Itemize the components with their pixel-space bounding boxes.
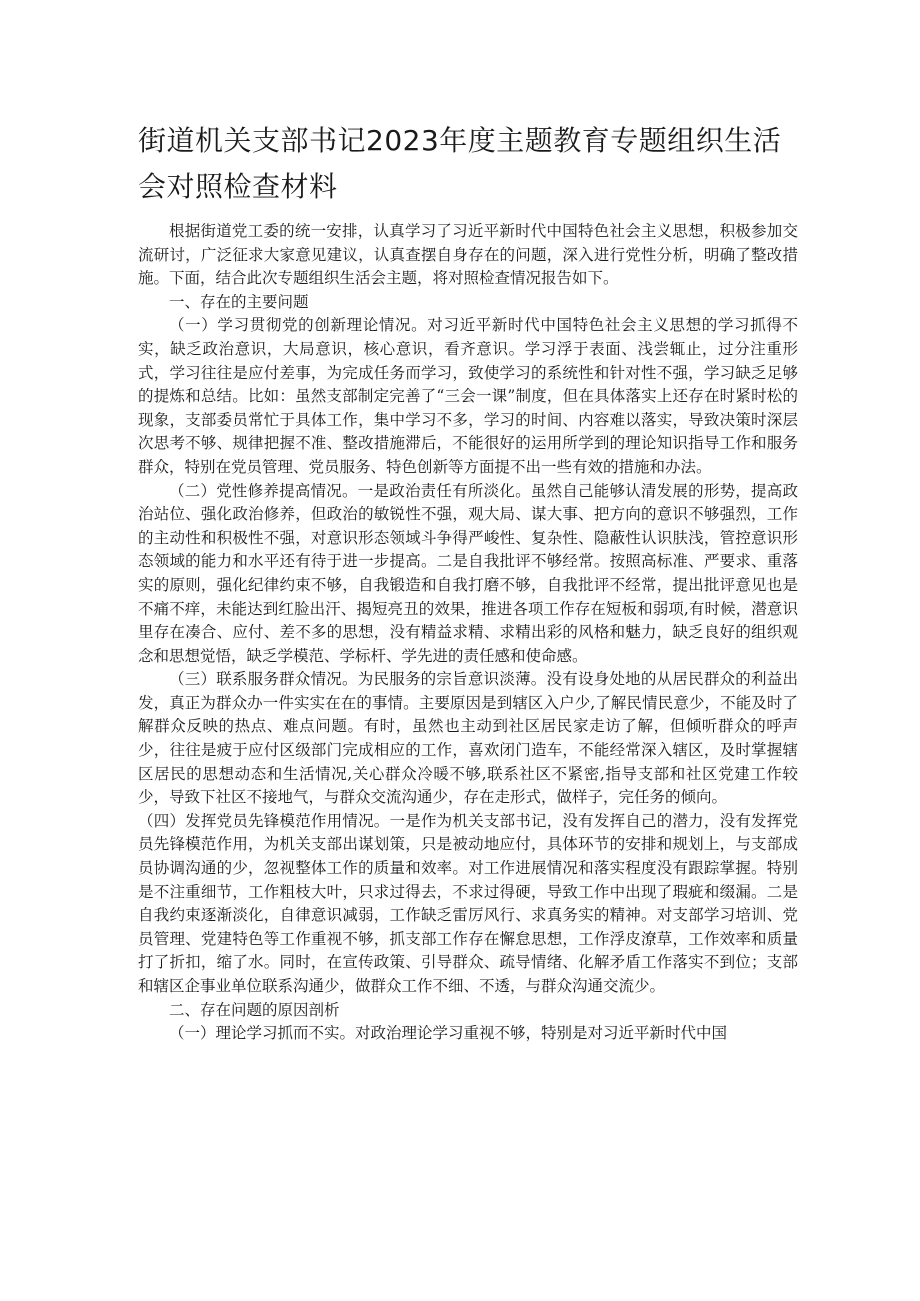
paragraph-vanguard-role: （四）发挥党员先锋模范作用情况。一是作为机关支部书记，没有发挥自己的潜力，没有发挥党员先锋模范作用，为机关支部出谋划策，只是被动地应付，具体环节的安排和规划上，与支部成员协调沟通的少，忽视整体工作的质量和效率。对工作进展情况和落实程度没有跟踪掌握。特别是不注重细节，工作粗枝大叶，只求过得去，不求过得硬，导致工作中出现了瑕疵和缀漏。二是自我约束逐渐淡化，自律意识减弱，工作缺乏雷厉风行、求真务实的精神。对支部学习培训、党员管理、党建特色等工作重视不够，抓支部工作存在懈怠思想，工作浮皮潦草，工作效率和质量打了折扣，缩了水。同时，在宣传政策、引导群众、疏导情绪、化解矛盾工作落实不到位；支部和辖区企事业单位联系沟通少，做群众工作不细、不透，与群众沟通交流少。	[138, 811, 798, 995]
section-heading-main-problems: 一、存在的主要问题	[169, 292, 309, 311]
paragraph-serving-masses: （三）联系服务群众情况。为民服务的宗旨意识淡薄。没有设身处地的从居民群众的利益出发，真正为群众办一件实实在在的事情。主要原因是到辖区入户少,了解民情民意少，不能及时了解群众反映的热点、难点问题。有时，虽然也主动到社区居民家走访了解，但倾听群众的呼声少，往往是疲于应付区级部门完成相应的工作，喜欢闭门造车，不能经常深入辖区，及时掌握辖区居民的思想动态和生活情况,关心群众冷暖不够,联系社区不紧密,指导支部和社区党建工作较少，导致下社区不接地气，与群众交流沟通少，存在走形式，做样子，完任务的倾向。	[138, 670, 798, 807]
paragraph-party-spirit: （二）党性修养提高情况。一是政治责任有所淡化。虽然自己能够认清发展的形势，提高政治站位、强化政治修养，但政治的敏锐性不强，观大局、谋大事、把方向的意识不够强烈，工作的主动性和积极性不强，对意识形态领域斗争得严峻性、复杂性、隐蔽性认识肤浅，管控意识形态领域的能力和水平还有待于进一步提高。二是自我批评不够经常。按照高标准、严要求、重落实的原则，强化纪律约束不够，自我锻造和自我打磨不够，自我批评不经常，提出批评意见也是不痛不痒，未能达到红脸出汗、揭短亮丑的效果，推进各项工作存在短板和弱项,有时候，潜意识里存在凑合、应付、差不多的思想，没有精益求精、求精出彩的风格和魅力，缺乏良好的组织观念和思想觉悟，缺乏学模范、学标杆、学先进的责任感和使命感。	[138, 481, 798, 665]
section-heading-cause-analysis: 二、存在问题的原因剖析	[169, 1000, 340, 1019]
paragraph-theory-study: （一）学习贯彻党的创新理论情况。对习近平新时代中国特色社会主义思想的学习抓得不实，缺乏政治意识，大局意识，核心意识，看齐意识。学习浮于表面、浅尝辄止，过分注重形式，学习往往是应付差事，为完成任务而学习，致使学习的系统性和针对性不强，学习缺乏足够的提炼和总结。比如：虽然支部制定完善了“三会一课”制度，但在具体落实上还存在时紧时松的现象，支部委员常忙于具体工作，集中学习不多，学习的时间、内容难以落实，导致决策时深层次思考不够、规律把握不准、整改措施滞后，不能很好的运用所学到的理论知识指导工作和服务群众，特别在党员管理、党员服务、特色创新等方面提不出一些有效的措施和办法。	[138, 316, 798, 476]
document-title: 街道机关支部书记2023年度主题教育专题组织生活会对照检查材料	[138, 124, 782, 203]
document-page	[138, 118, 798, 1046]
paragraph-theory-study-cause: （一）理论学习抓而不实。对政治理论学习重视不够，特别是对习近平新时代中国	[169, 1024, 728, 1043]
intro-paragraph: 根据街道党工委的统一安排，认真学习了习近平新时代中国特色社会主义思想，积极参加交流研讨，广泛征求大家意见建议，认真查摆自身存在的问题，深入进行党性分析，明确了整改措施。下面，结合此次专题组织生活会主题，将对照检查情况报告如下。	[138, 222, 798, 288]
